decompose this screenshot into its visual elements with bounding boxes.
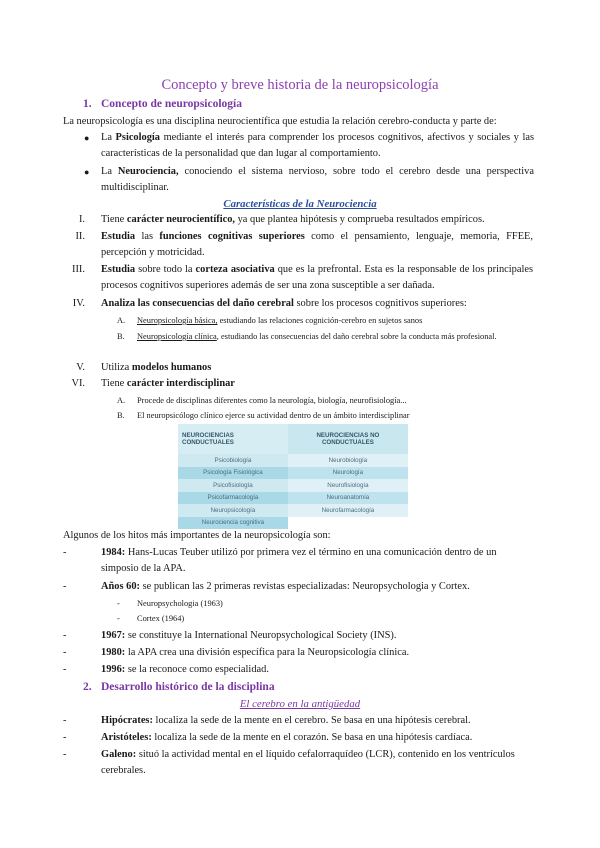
section-heading-1: 1. Concepto de neuropsicología	[83, 98, 242, 110]
page-title: Concepto y breve historia de la neuropsicología	[161, 77, 439, 93]
table-header-right: NEUROCIENCIAS NO CONDUCTUALES	[288, 424, 408, 454]
milestone-item: - 1996: se la reconoce como especialidad.	[63, 664, 269, 675]
ancient-item: - Galeno: situó la actividad mental en el líquido cefalorraquídeo (LCR), contenido en los ventrículos cerebrales.	[63, 749, 515, 776]
roman-item-4: IV. Analiza las consecuencias del daño cerebral sobre los procesos cognitivos superiores:	[72, 298, 467, 309]
section-heading-2: 2. Desarrollo histórico de la disciplina	[83, 681, 275, 693]
table-row: Neuropsicología Neurofarmacología	[178, 504, 408, 517]
journal-item: - Neuropsychologia (1963)	[117, 599, 223, 608]
table-header-left: NEUROCIENCIAS CONDUCTUALES	[178, 424, 288, 454]
roman-item-6: VI. Tiene carácter interdisciplinar	[71, 378, 235, 389]
roman-item-2: II. Estudia las funciones cognitivas superiores como el pensamiento, lenguaje, memoria, FFEE, percepción y motricidad.	[75, 231, 533, 258]
antiquity-heading: El cerebro en la antigüedad	[239, 698, 361, 710]
roman-item-5: V. Utiliza modelos humanos	[76, 362, 212, 373]
list-item: ● La Psicología mediante el interés para comprender los procesos cognitivos, afectivos y sociales y las características de la personalidad que dan lugar al comportamiento.	[84, 132, 535, 159]
milestone-item: - 1980: la APA crea una división específica para la Neuropsicología clínica.	[63, 647, 410, 658]
table-row: Psicobiología Neurobiología	[178, 454, 408, 467]
milestone-item: - 1967: se constituye la International Neuropsychological Society (INS).	[63, 630, 397, 641]
characteristics-heading: Características de la Neurociencia	[223, 198, 377, 210]
journal-item: - Cortex (1964)	[117, 614, 185, 623]
milestone-item: - 1984: Hans-Lucas Teuber utilizó por primera vez el término en una comunicación dentro de un simposio de la APA.	[63, 547, 497, 574]
sub-item-vi-b: B. El neuropsicólogo clínico ejerce su actividad dentro de un ámbito interdisciplinar	[117, 411, 410, 420]
roman-item-1: I. Tiene carácter neurocientífico, ya que plantea hipótesis y comprueba resultados empíricos.	[78, 214, 485, 225]
table-row: Neurociencia cognitiva	[178, 517, 408, 530]
sub-item-vi-a: A. Procede de disciplinas diferentes como la neurología, biología, neurofisiología...	[117, 396, 407, 405]
table-row: Psicofarmacología Neuroanatomía	[178, 492, 408, 505]
list-item: ● La Neurociencia, conociendo el sistema nervioso, sobre todo el cerebro desde una perspectiva multidisciplinar.	[84, 166, 534, 193]
intro-paragraph: La neuropsicología es una disciplina neurocientífica que estudia la relación cerebro-conducta y parte de:	[63, 116, 497, 127]
milestone-item: - Años 60: se publican las 2 primeras revistas especializadas: Neuropsychologia y Cortex.	[63, 581, 470, 592]
sub-item-iv-b: B. Neuropsicología clínica, estudiando las consecuencias del daño cerebral sobre la conducta más profesional.	[117, 332, 497, 341]
sub-item-iv-a: A. Neuropsicología básica, estudiando las relaciones cognición-cerebro en sujetos sanos	[117, 316, 423, 325]
neuroscience-table	[178, 424, 408, 529]
ancient-item: - Aristóteles: localiza la sede de la mente en el corazón. Se basa en una hipótesis cardíaca.	[63, 732, 473, 743]
ancient-item: - Hipócrates: localiza la sede de la mente en el cerebro. Se basa en una hipótesis cerebral.	[63, 715, 471, 726]
roman-item-3: III. Estudia sobre todo la corteza asociativa que es la prefrontal. Esta es la responsable de los principales procesos cognitivos superiores además de ser una zona susceptible a ser dañada.	[72, 264, 534, 291]
table-row: Psicología Fisiológica Neurología	[178, 467, 408, 480]
table-row: Psicofisiología Neurofisiología	[178, 479, 408, 492]
milestones-intro: Algunos de los hitos más importantes de la neuropsicología son:	[63, 530, 331, 541]
